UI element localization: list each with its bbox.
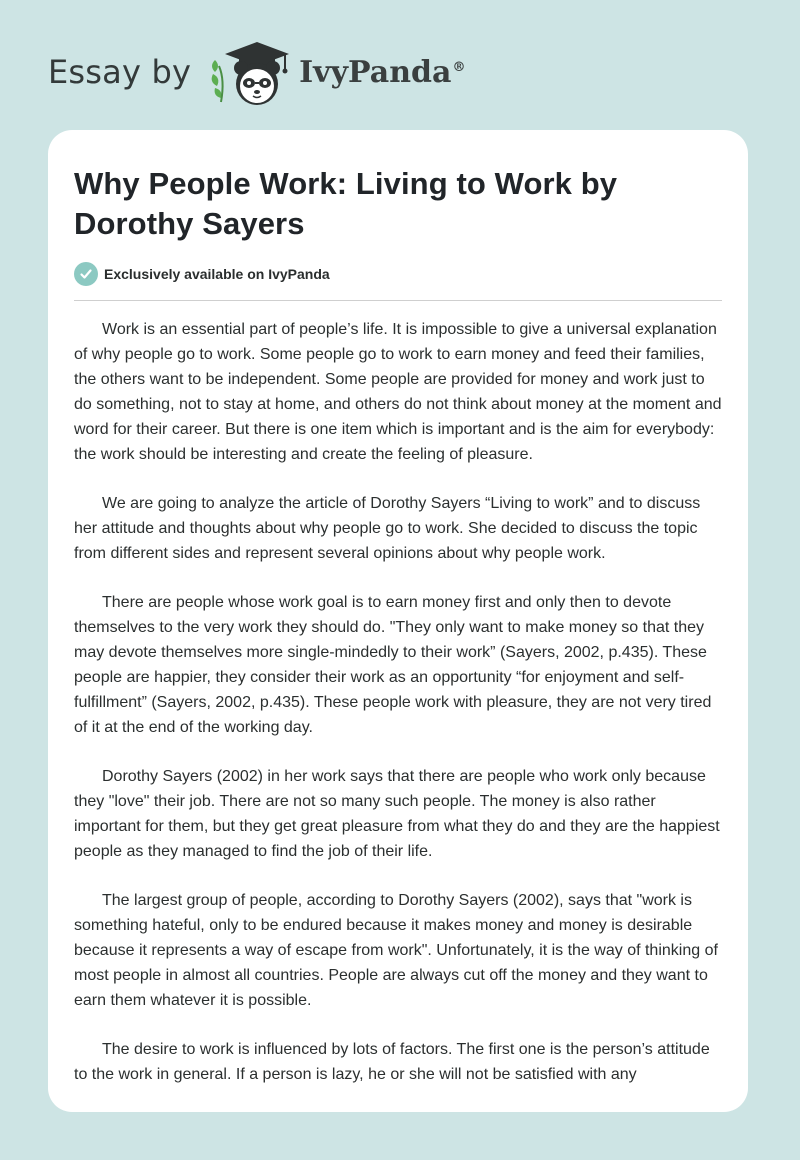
essay-card	[48, 130, 748, 1112]
brand-prefix: Essay by	[48, 53, 192, 91]
paragraph: Dorothy Sayers (2002) in her work says that there are people who work only because they "love" their job. There are not so many such people. The money is also rather important for them, but they get great pleasure from what they do and they are the happiest people as they managed to find the job of their life.	[74, 768, 720, 860]
paragraph: The desire to work is influenced by lots of factors. The first one is the person’s attitude to the work in general. If a person is lazy, he or she will not be satisfied with any	[74, 1041, 710, 1083]
paragraph: There are people whose work goal is to earn money first and only then to devote themselves to the very work they should do. "They only want to make money so that they may devote themselves more single-mindedly to their work” (Sayers, 2002, p.435). These people are happier, they consider their work as an opportunity “for enjoyment and self-fulfillment” (Sayers, 2002, p.435). These people work with pleasure, they are not very tired of it at the end of the working day.	[74, 594, 712, 736]
badge-label: Exclusively available on IvyPanda	[104, 266, 330, 282]
divider	[74, 300, 722, 301]
check-circle-icon	[74, 262, 98, 286]
essay-title: Why People Work: Living to Work by Dorothy Sayers	[74, 166, 618, 241]
exclusive-badge	[74, 262, 722, 286]
paragraph: Work is an essential part of people’s life. It is impossible to give a universal explanation of why people go to work. Some people go to work to earn money and feed their families, the others want to be independent. Some people are provided for money and work just to do something, not to stay at home, and others do not think about money at the moment and word for their career. But there is one item which is important and is the aim for everybody: the work should be interesting and create the feeling of pleasure.	[74, 321, 722, 463]
paragraph: We are going to analyze the article of Dorothy Sayers “Living to work” and to discuss her attitude and thoughts about why people go to work. She decided to discuss the topic from different sides and represent several opinions about why people work.	[74, 495, 701, 562]
essay-body	[74, 317, 722, 1087]
brand-name-text: IvyPanda	[299, 54, 452, 90]
registered-mark: ®	[452, 59, 466, 75]
panda-logo-icon[interactable]	[205, 36, 297, 108]
brand-name[interactable]	[299, 55, 465, 90]
site-header	[48, 36, 465, 108]
paragraph: The largest group of people, according to Dorothy Sayers (2002), says that "work is something hateful, only to be endured because it makes money and money is desirable because it represents a way of escape from work". Unfortunately, it is the way of thinking of most people in almost all countries. People are always cut off the money and they want to earn them whatever it is possible.	[74, 892, 718, 1009]
